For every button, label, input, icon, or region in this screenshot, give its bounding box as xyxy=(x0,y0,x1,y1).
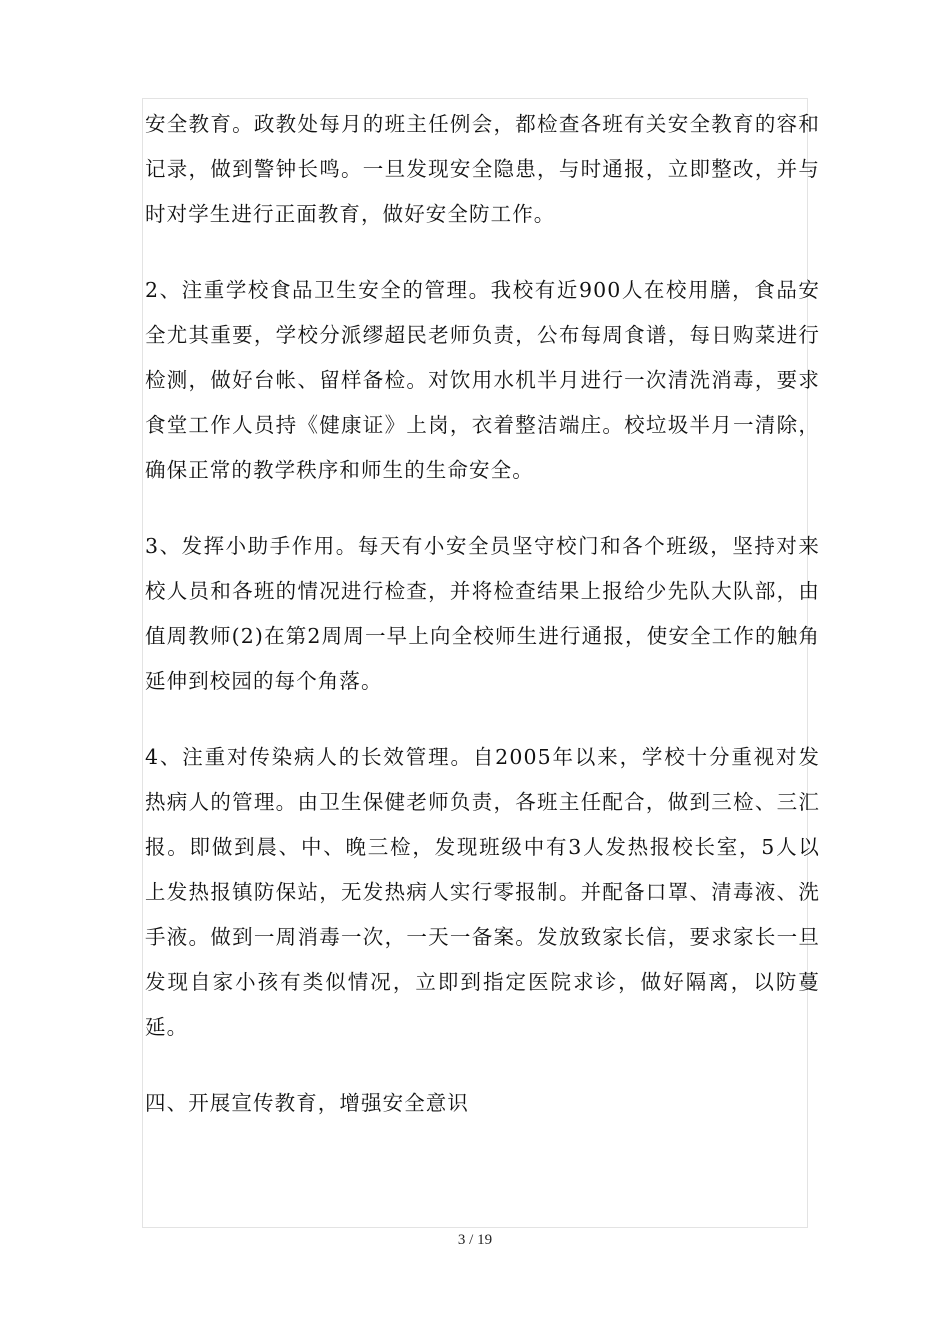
section-heading: 四、开展宣传教育，增强安全意识 xyxy=(145,1091,469,1115)
paragraph-safety-education: 安全教育。政教处每月的班主任例会，都检查各班有关安全教育的容和记录，做到警钟长鸣。一旦发现安全隐患，与时通报，立即整改，并与时对学生进行正面教育，做好安全防工作。 xyxy=(145,112,820,226)
document-body xyxy=(145,102,820,1126)
paragraph-infectious-disease: 4、注重对传染病人的长效管理。自2005年以来，学校十分重视对发热病人的管理。由卫生保健老师负责，各班主任配合，做到三检、三汇报。即做到晨、中、晚三检，发现班级中有3人发热报校长室，5人以上发热报镇防保站，无发热病人实行零报制。并配备口罩、清毒液、洗手液。做到一周消毒一次，一天一备案。发放致家长信，要求家长一旦发现自家小孩有类似情况，立即到指定医院求诊，做好隔离，以防蔓延。 xyxy=(145,745,820,1039)
paragraph-little-helpers: 3、发挥小助手作用。每天有小安全员坚守校门和各个班级，坚持对来校人员和各班的情况进行检查，并将检查结果上报给少先队大队部，由值周教师(2)在第2周周一早上向全校师生进行通报，使安全工作的触角延伸到校园的每个角落。 xyxy=(145,534,820,693)
paragraph-food-safety: 2、注重学校食品卫生安全的管理。我校有近900人在校用膳，食品安全尤其重要，学校分派缪超民老师负责，公布每周食谱，每日购菜进行检测，做好台帐、留样备检。对饮用水机半月进行一次清洗消毒，要求食堂工作人员持《健康证》上岗，衣着整洁端庄。校垃圾半月一清除，确保正常的教学秩序和师生的生命安全。 xyxy=(145,278,820,482)
page-number: 3 / 19 xyxy=(457,1232,493,1248)
